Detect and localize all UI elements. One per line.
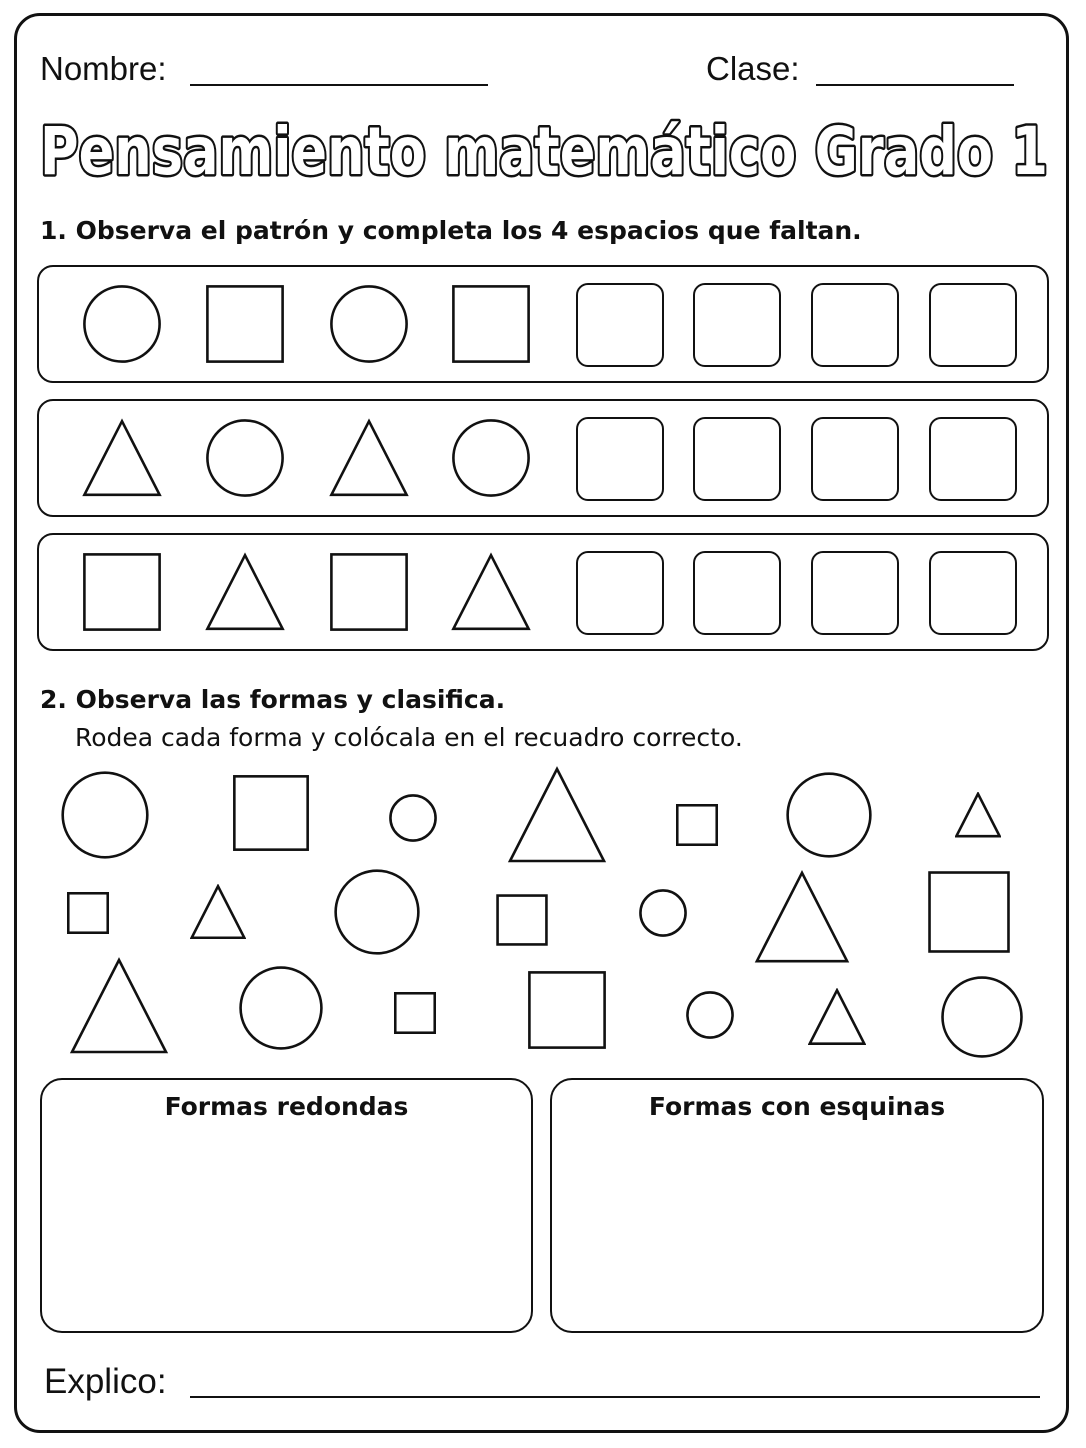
square-icon (82, 552, 162, 632)
triangle-icon[interactable] (507, 765, 607, 865)
triangle-icon[interactable] (754, 869, 850, 965)
answer-slot[interactable] (693, 551, 781, 635)
name-label: Nombre: (40, 50, 167, 87)
answer-slot[interactable] (811, 417, 899, 501)
square-icon[interactable] (232, 774, 310, 852)
square-icon[interactable] (927, 870, 1011, 954)
circle-icon[interactable] (639, 889, 687, 937)
cornered-shapes-title: Formas con esquinas (648, 1092, 946, 1121)
answer-slot[interactable] (693, 283, 781, 367)
circle-icon (329, 284, 409, 364)
triangle-icon (329, 418, 409, 498)
square-icon[interactable] (394, 992, 436, 1034)
answer-slot[interactable] (811, 551, 899, 635)
triangle-icon (82, 418, 162, 498)
answer-slot[interactable] (811, 283, 899, 367)
circle-icon (82, 284, 162, 364)
square-icon (329, 552, 409, 632)
answer-slot[interactable] (929, 551, 1017, 635)
explain-label: Explico: (44, 1362, 167, 1401)
page-title (40, 110, 1052, 190)
exercise2-prompt: 2. Observa las formas y clasifica. (40, 685, 506, 714)
triangle-icon (205, 552, 285, 632)
pattern-row (37, 265, 1049, 383)
circle-icon[interactable] (940, 975, 1024, 1059)
square-icon[interactable] (67, 892, 109, 934)
page-title-text: Pensamiento matemático Grado 1 (40, 113, 1048, 190)
answer-slot[interactable] (576, 283, 664, 367)
circle-icon[interactable] (686, 991, 734, 1039)
name-line[interactable] (190, 84, 488, 86)
square-icon (451, 284, 531, 364)
triangle-icon[interactable] (808, 988, 866, 1046)
pattern-row (37, 533, 1049, 651)
answer-slot[interactable] (576, 551, 664, 635)
pattern-row (37, 399, 1049, 517)
round-shapes-title: Formas redondas (164, 1092, 409, 1121)
square-icon[interactable] (527, 970, 607, 1050)
square-icon[interactable] (496, 894, 548, 946)
circle-icon (205, 418, 285, 498)
answer-slot[interactable] (929, 283, 1017, 367)
square-icon[interactable] (676, 804, 718, 846)
square-icon (205, 284, 285, 364)
circle-icon[interactable] (238, 965, 324, 1051)
circle-icon (451, 418, 531, 498)
round-shapes-box[interactable] (40, 1078, 533, 1333)
triangle-icon[interactable] (69, 956, 169, 1056)
triangle-icon[interactable] (190, 884, 246, 940)
triangle-icon[interactable] (955, 792, 1001, 838)
circle-icon[interactable] (785, 771, 873, 859)
class-label: Clase: (706, 50, 800, 87)
cornered-shapes-box[interactable] (550, 1078, 1044, 1333)
circle-icon[interactable] (60, 770, 150, 860)
triangle-icon (451, 552, 531, 632)
explain-line[interactable] (190, 1396, 1040, 1398)
answer-slot[interactable] (929, 417, 1017, 501)
exercise1-prompt: 1. Observa el patrón y completa los 4 espacios que faltan. (40, 216, 862, 245)
circle-icon[interactable] (389, 794, 437, 842)
circle-icon[interactable] (333, 868, 421, 956)
answer-slot[interactable] (576, 417, 664, 501)
exercise2-instruction: Rodea cada forma y colócala en el recuadro correcto. (75, 723, 743, 752)
class-line[interactable] (816, 84, 1014, 86)
answer-slot[interactable] (693, 417, 781, 501)
